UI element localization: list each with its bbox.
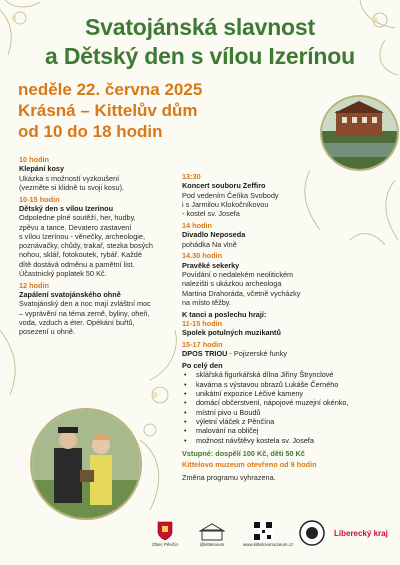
program-right-column bbox=[182, 172, 382, 483]
allday-item: • malování na obličej bbox=[192, 426, 382, 435]
allday-item: • domácí občerstvení, nápojové muzejní okénko, bbox=[192, 398, 382, 407]
band-note: - Pojizerské funky bbox=[227, 349, 288, 359]
event-hours: od 10 do 18 hodin bbox=[18, 122, 163, 141]
allday-item: • výletní vláček z Pěnčína bbox=[192, 417, 382, 426]
band-item bbox=[182, 319, 382, 338]
item-title: Zapálení svatojánského ohně bbox=[19, 290, 121, 300]
logo-bar bbox=[0, 517, 400, 565]
liberec-label: Liberecký kraj bbox=[334, 529, 388, 538]
item-text: Ukázka s možností vyzkoušení bbox=[19, 173, 120, 183]
item-text: nalezišti s ukázkou archeologa bbox=[182, 279, 282, 289]
liberec-logo bbox=[334, 529, 388, 538]
band-name: Spolek potulných muzikantů bbox=[182, 328, 281, 338]
item-text: zpěvu a tance. Devatero zastavení bbox=[19, 222, 132, 232]
penc-logo bbox=[150, 521, 180, 547]
costume-photo bbox=[30, 408, 142, 520]
allday-item: • možnost návštěvy kostela sv. Josefa bbox=[192, 436, 382, 445]
program-item bbox=[19, 155, 174, 192]
allday-list bbox=[182, 370, 382, 444]
entry-fee: Vstupné: dospělí 100 Kč, děti 50 Kč bbox=[182, 448, 305, 458]
dance-heading: K tanci a poslechu hrají: bbox=[182, 309, 267, 319]
item-text: na místo těžby. bbox=[182, 297, 231, 307]
program-item bbox=[182, 251, 382, 307]
item-text: posezení u ohně. bbox=[19, 327, 75, 337]
program-item bbox=[182, 221, 382, 249]
item-time: 13:30 bbox=[182, 172, 201, 181]
item-text: nohou, sklář, fotokoutek, rybář. Každé bbox=[19, 250, 142, 260]
band-name: DPOS TRIOU bbox=[182, 349, 228, 359]
title-line-2: a Dětský den s vílou Izerínou bbox=[45, 43, 355, 69]
item-time: 10 hodin bbox=[19, 155, 49, 164]
item-text: Povídání o nedalekém neolitickém bbox=[182, 269, 294, 279]
item-text: dítě dostává odměnu a pamětní list. bbox=[19, 259, 135, 269]
change-note: Změna programu vyhrazena. bbox=[182, 473, 276, 483]
web-logo bbox=[243, 521, 294, 547]
item-text: pohádka Na vlně bbox=[182, 239, 237, 249]
round-seal-icon bbox=[299, 520, 325, 546]
allday-item: • unikátní expozice Léčivé kameny bbox=[192, 389, 382, 398]
program-item bbox=[19, 281, 174, 337]
qr-code-icon bbox=[253, 521, 273, 541]
allday-heading: Po celý den bbox=[182, 361, 223, 371]
item-text: Pod vedením Čeňka Svobody bbox=[182, 190, 279, 200]
item-title: Pravěké sekerky bbox=[182, 260, 240, 270]
penc-label: Obec Pěnčín bbox=[151, 542, 178, 547]
item-title: Dětský den s vílou Izerínou bbox=[19, 203, 114, 213]
item-time: 14.30 hodin bbox=[182, 251, 223, 261]
allday-item: • sklářská figurkářská dílna Jiřiny Štrynclové bbox=[192, 370, 382, 379]
program-left-column bbox=[19, 155, 174, 339]
kittel-logo bbox=[195, 523, 229, 547]
item-title: Divadlo Neposeda bbox=[182, 230, 246, 240]
item-text: Odpoledne plné soutěží, her, hudby, bbox=[19, 213, 136, 223]
item-text: (vezměte si klidně tu svoji kosu). bbox=[19, 182, 125, 192]
item-text: – vyprávění na téma země, byliny, oheň, bbox=[19, 308, 150, 318]
band-time: 15-17 hodin bbox=[182, 340, 223, 350]
item-text: Martina Drahoráda, včetně vycházky bbox=[182, 288, 301, 298]
item-text: - kostel sv. Josefa bbox=[182, 209, 240, 219]
item-title: Koncert souboru Zeffiro bbox=[182, 181, 266, 191]
museum-round-logo bbox=[297, 520, 327, 547]
title-line-1: Svatojánská slavnost bbox=[85, 14, 315, 40]
band-item bbox=[182, 340, 382, 359]
coat-of-arms-icon bbox=[157, 521, 173, 541]
item-text: poznávačky, chůdy, trakař, stezka bosých bbox=[19, 241, 153, 251]
allday-item: • místní pivo u Boudů bbox=[192, 408, 382, 417]
web-label: www.kittelovomuzeum.cz bbox=[243, 542, 294, 547]
item-text: i s Jarmilou Klokočníkovou bbox=[182, 199, 269, 209]
event-place: Krásná – Kittelův dům bbox=[18, 101, 198, 120]
item-title: Klepání kosy bbox=[19, 164, 65, 174]
item-time: 14 hodin bbox=[182, 220, 212, 230]
program-item bbox=[19, 195, 174, 279]
kittel-label: @kittelovum bbox=[199, 542, 225, 547]
item-text: Účastnický poplatek 50 Kč. bbox=[19, 269, 107, 279]
museum-hours: Kittelovo muzeum otevřeno od 9 hodin bbox=[182, 460, 317, 470]
event-date: neděle 22. června 2025 bbox=[18, 80, 203, 99]
band-time: 11-15 hodin bbox=[182, 318, 223, 328]
kittel-house-photo bbox=[320, 95, 399, 171]
allday-item: • kavárna s výstavou obrazů Lukáše Černého bbox=[192, 380, 382, 389]
item-time: 12 hodin bbox=[19, 280, 49, 290]
item-time: 10-15 hodin bbox=[19, 194, 60, 204]
item-text: Svatojánský den a noc mají zvláštní moc bbox=[19, 299, 151, 309]
item-text: voda, vzduch a éter. Opékání buřtů, bbox=[19, 318, 135, 328]
house-icon bbox=[199, 523, 225, 541]
item-text: s vílou Izerínou - věnečky, archeologie, bbox=[19, 231, 146, 241]
program-item bbox=[182, 172, 382, 218]
